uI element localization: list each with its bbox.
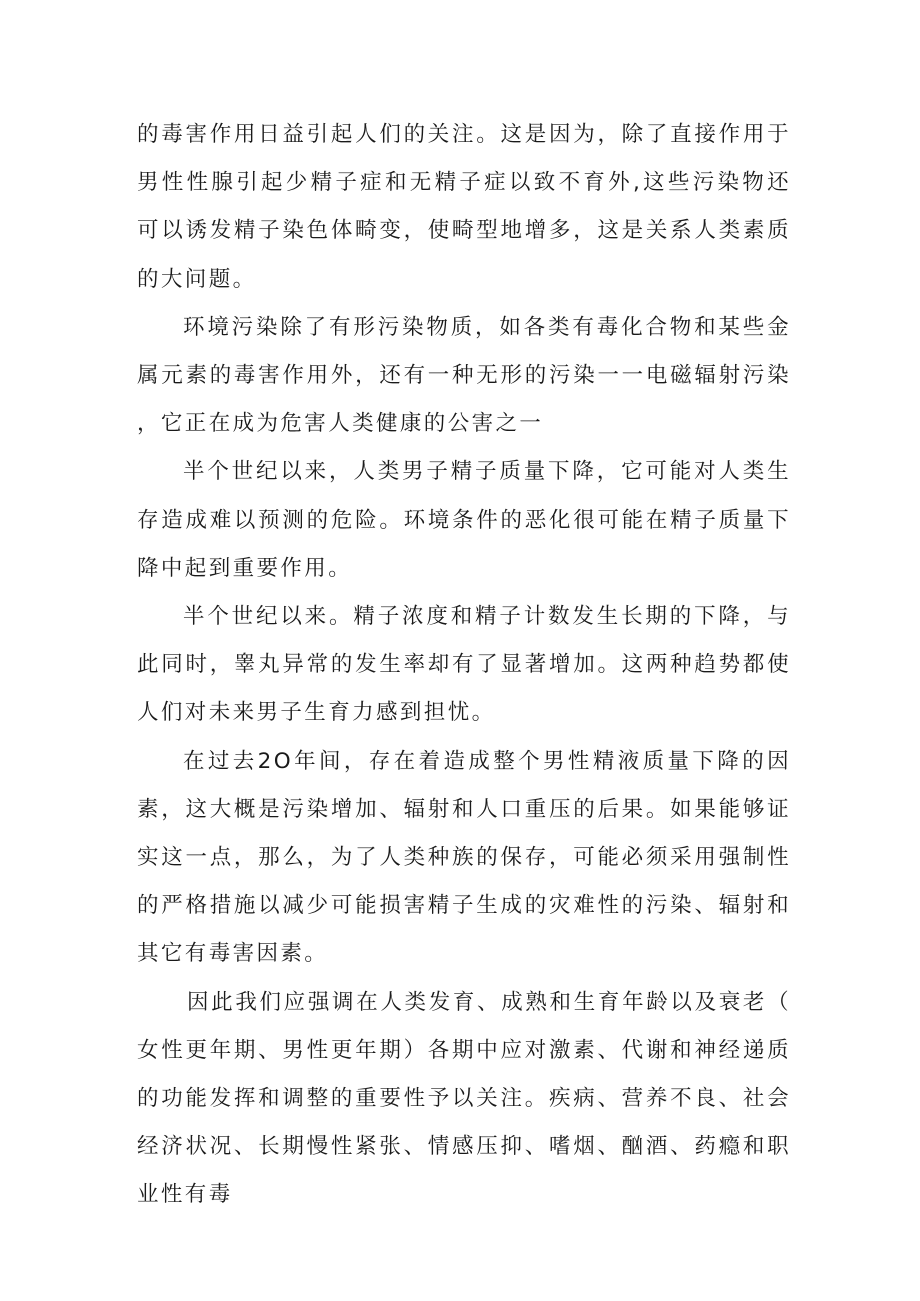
paragraph-continuation: 的毒害作用日益引起人们的关注。这是因为，除了直接作用于男性性腺引起少精子症和无精子症以致不育外,这些污染物还可以诱发精子染色体畸变，使畸型地增多，这是关系人类素质的大问题。 bbox=[137, 122, 791, 292]
paragraph-sperm-concentration: 半个世纪以来。精子浓度和精子计数发生长期的下降，与此同时，睾丸异常的发生率却有了显著增加。这两种趋势都使人们对未来男子生育力感到担忧。 bbox=[137, 604, 791, 726]
paragraph-past-20-years: 在过去2O年间，存在着造成整个男性精液质量下降的因素，这大概是污染增加、辐射和人口重压的后果。如果能够证实这一点，那么，为了人类种族的保存，可能必须采用强制性的严格措施以减少可能损害精子生成的灾难性的污染、辐射和其它有毒害因素。 bbox=[137, 748, 791, 967]
paragraph-electromagnetic-pollution: 环境污染除了有形污染物质，如各类有毒化合物和某些金属元素的毒害作用外，还有一种无形的污染一一电磁辐射污染，它正在成为危害人类健康的公害之一 bbox=[137, 314, 791, 437]
paragraph-hormone-emphasis: 因此我们应强调在人类发育、成熟和生育年龄以及衰老（女性更年期、男性更年期）各期中应对激素、代谢和神经递质的功能发挥和调整的重要性予以关注。疾病、营养不良、社会经济状况、长期慢性紧张、情感压抑、嗜烟、酗酒、药瘾和职业性有毒 bbox=[137, 989, 791, 1208]
document-page bbox=[137, 111, 791, 1220]
paragraph-sperm-quality-decline: 半个世纪以来，人类男子精子质量下降，它可能对人类生存造成难以预测的危险。环境条件的恶化很可能在精子质量下降中起到重要作用。 bbox=[137, 459, 791, 581]
